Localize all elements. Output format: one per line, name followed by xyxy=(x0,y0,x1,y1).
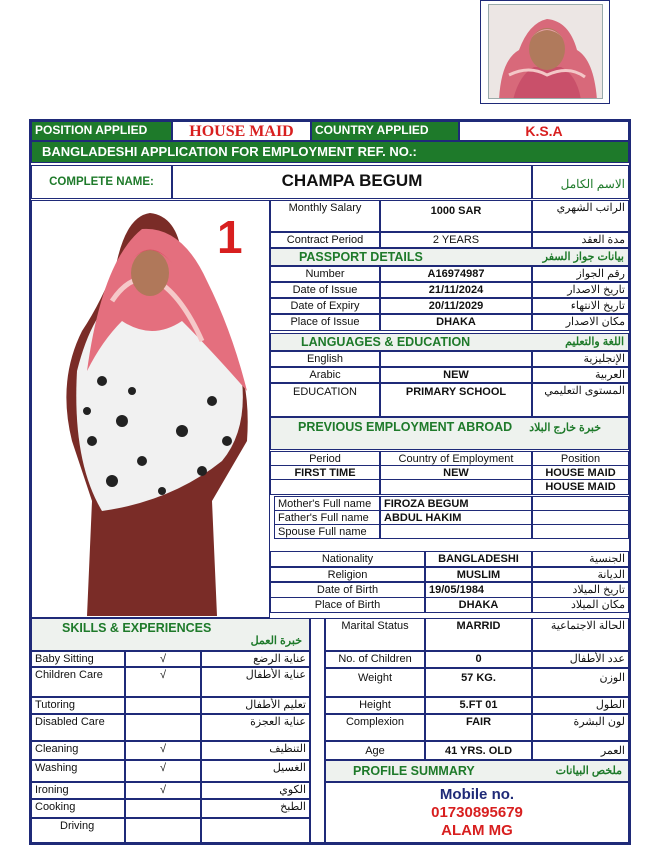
passport-photo xyxy=(488,4,603,99)
skill-driving-check xyxy=(125,818,201,843)
employment-period-1: FIRST TIME xyxy=(270,465,380,480)
father-name-label: Father's Full name xyxy=(274,510,380,525)
skill-cleaning-arabic: التنظيف xyxy=(201,741,310,760)
skill-cooking-check xyxy=(125,799,201,818)
children-count-arabic: عدد الأطفال xyxy=(532,651,629,668)
arabic-language-value: NEW xyxy=(380,367,532,383)
profile-summary-header xyxy=(325,760,629,782)
employment-title: PREVIOUS EMPLOYMENT ABROAD xyxy=(297,420,513,434)
skills-title-arabic: خبرة العمل xyxy=(250,635,302,647)
candidate-number: 1 xyxy=(217,211,243,263)
children-count-value: 0 xyxy=(425,651,532,668)
place-of-birth-value: DHAKA xyxy=(425,597,532,613)
children-count-label: No. of Children xyxy=(325,651,425,668)
skill-cleaning-label: Cleaning xyxy=(31,741,125,760)
expiry-date-label: Date of Expiry xyxy=(270,298,380,314)
skill-ironing-check: √ xyxy=(125,782,201,799)
country-column-header: Country of Employment xyxy=(380,451,532,466)
skill-cooking-label: Cooking xyxy=(31,799,125,818)
skill-driving-label: Driving xyxy=(31,818,125,843)
spouse-name-blank xyxy=(532,524,629,539)
skill-baby-sitting-check: √ xyxy=(125,651,201,667)
languages-title: LANGUAGES & EDUCATION xyxy=(301,335,471,349)
height-label: Height xyxy=(325,697,425,714)
weight-value: 57 KG. xyxy=(425,668,532,697)
place-of-birth-label: Place of Birth xyxy=(270,597,425,613)
passport-section-header xyxy=(270,248,629,266)
mobile-number: 01730895679 xyxy=(431,804,523,821)
languages-title-arabic: اللغة والتعليم xyxy=(565,336,624,348)
complexion-value: FAIR xyxy=(425,714,532,741)
marital-status-value: MARRID xyxy=(425,618,532,651)
height-arabic: الطول xyxy=(532,697,629,714)
expiry-date-arabic: تاريخ الانتهاء xyxy=(532,298,629,314)
father-name-value: ABDUL HAKIM xyxy=(380,510,532,525)
mother-name-blank xyxy=(532,496,629,511)
religion-label: Religion xyxy=(270,567,425,582)
english-value xyxy=(380,351,532,367)
full-body-photo xyxy=(31,200,270,618)
mother-name-value: FIROZA BEGUM xyxy=(380,496,532,511)
skill-children-care-arabic: عناية الأطفال xyxy=(201,667,310,697)
father-name-blank xyxy=(532,510,629,525)
contact-box xyxy=(325,782,629,843)
skill-washing-check: √ xyxy=(125,760,201,782)
nationality-label: Nationality xyxy=(270,551,425,567)
education-label: EDUCATION xyxy=(270,383,380,417)
age-value: 41 YRS. OLD xyxy=(425,741,532,760)
skill-washing-label: Washing xyxy=(31,760,125,782)
place-of-birth-arabic: مكان الميلاد xyxy=(532,597,629,613)
spouse-name-label: Spouse Full name xyxy=(274,524,380,539)
skill-baby-sitting-arabic: عناية الرضع xyxy=(201,651,310,667)
employment-period-2 xyxy=(270,479,380,495)
issue-date-label: Date of Issue xyxy=(270,282,380,298)
country-applied-value: K.S.A xyxy=(459,121,629,141)
monthly-salary-label: Monthly Salary xyxy=(270,200,380,232)
age-label: Age xyxy=(325,741,425,760)
complete-name-value: CHAMPA BEGUM xyxy=(172,165,532,199)
education-value: PRIMARY SCHOOL xyxy=(380,383,532,417)
contract-period-label: Contract Period xyxy=(270,232,380,248)
english-label: English xyxy=(270,351,380,367)
country-applied-label: COUNTRY APPLIED xyxy=(311,121,459,141)
issue-date-value: 21/11/2024 xyxy=(380,282,532,298)
monthly-salary-value: 1000 SAR xyxy=(380,200,532,232)
employment-position-2: HOUSE MAID xyxy=(532,479,629,495)
profile-summary-arabic: ملخص البيانات xyxy=(555,765,622,777)
skill-driving-arabic xyxy=(201,818,310,843)
skill-disabled-care-label: Disabled Care xyxy=(31,714,125,741)
place-of-issue-value: DHAKA xyxy=(380,314,532,331)
date-of-birth-arabic: تاريخ الميلاد xyxy=(532,582,629,598)
period-column-header: Period xyxy=(270,451,380,466)
skills-section-header xyxy=(31,618,310,651)
employment-position-1: HOUSE MAID xyxy=(532,465,629,480)
skill-ironing-arabic: الكوي xyxy=(201,782,310,799)
passport-title-arabic: بيانات جواز السفر xyxy=(542,251,624,263)
skill-tutoring-check xyxy=(125,697,201,714)
complete-name-arabic: الاسم الكامل xyxy=(532,165,629,199)
weight-label: Weight xyxy=(325,668,425,697)
height-value: 5.FT 01 xyxy=(425,697,532,714)
agent-name: ALAM MG xyxy=(441,822,513,839)
skill-children-care-check: √ xyxy=(125,667,201,697)
monthly-salary-arabic: الراتب الشهري xyxy=(532,200,629,232)
contract-period-value: 2 YEARS xyxy=(380,232,532,248)
religion-arabic: الديانة xyxy=(532,567,629,582)
skill-washing-arabic: الغسيل xyxy=(201,760,310,782)
arabic-language-label: Arabic xyxy=(270,367,380,383)
employment-country-2 xyxy=(380,479,532,495)
position-applied-label: POSITION APPLIED xyxy=(31,121,172,141)
marital-status-label: Marital Status xyxy=(325,618,425,651)
skill-disabled-care-check xyxy=(125,714,201,741)
religion-value: MUSLIM xyxy=(425,567,532,582)
skill-tutoring-label: Tutoring xyxy=(31,697,125,714)
complexion-arabic: لون البشرة xyxy=(532,714,629,741)
skill-cleaning-check: √ xyxy=(125,741,201,760)
position-applied-value: HOUSE MAID xyxy=(172,121,311,141)
skill-tutoring-arabic: تعليم الأطفال xyxy=(201,697,310,714)
mobile-label: Mobile no. xyxy=(439,786,515,803)
skill-disabled-care-arabic: عناية العجزة xyxy=(201,714,310,741)
employment-section-header xyxy=(270,417,629,450)
place-of-issue-arabic: مكان الاصدار xyxy=(532,314,629,331)
expiry-date-value: 20/11/2029 xyxy=(380,298,532,314)
age-arabic: العمر xyxy=(532,741,629,760)
marital-status-arabic: الحالة الاجتماعية xyxy=(532,618,629,651)
place-of-issue-label: Place of Issue xyxy=(270,314,380,331)
nationality-value: BANGLADESHI xyxy=(425,551,532,567)
passport-title: PASSPORT DETAILS xyxy=(299,250,423,264)
languages-section-header xyxy=(270,333,629,351)
date-of-birth-value: 19/05/1984 xyxy=(425,582,532,598)
passport-number-label: Number xyxy=(270,266,380,282)
employment-title-arabic: خبرة خارج البلاد xyxy=(529,422,602,434)
complete-name-label: COMPLETE NAME: xyxy=(31,165,172,199)
complexion-label: Complexion xyxy=(325,714,425,741)
application-title: BANGLADESHI APPLICATION FOR EMPLOYMENT REF. NO.: xyxy=(31,141,629,163)
contract-period-arabic: مدة العقد xyxy=(532,232,629,248)
spouse-name-value xyxy=(380,524,532,539)
mother-name-label: Mother's Full name xyxy=(274,496,380,511)
position-column-header: Position xyxy=(532,451,629,466)
skills-title: SKILLS & EXPERIENCES xyxy=(62,621,212,635)
date-of-birth-label: Date of Birth xyxy=(270,582,425,598)
skill-cooking-arabic: الطبخ xyxy=(201,799,310,818)
skill-baby-sitting-label: Baby Sitting xyxy=(31,651,125,667)
skill-ironing-label: Ironing xyxy=(31,782,125,799)
skill-children-care-label: Children Care xyxy=(31,667,125,697)
education-arabic: المستوى التعليمي xyxy=(532,383,629,417)
nationality-arabic: الجنسية xyxy=(532,551,629,567)
passport-number-value: A16974987 xyxy=(380,266,532,282)
weight-arabic: الوزن xyxy=(532,668,629,697)
issue-date-arabic: تاريخ الاصدار xyxy=(532,282,629,298)
arabic-language-arabic: العربية xyxy=(532,367,629,383)
english-arabic: الإنجليزية xyxy=(532,351,629,367)
column-divider xyxy=(310,618,325,843)
employment-country-1: NEW xyxy=(380,465,532,480)
passport-number-arabic: رقم الجواز xyxy=(532,266,629,282)
profile-summary-title: PROFILE SUMMARY xyxy=(353,764,475,778)
